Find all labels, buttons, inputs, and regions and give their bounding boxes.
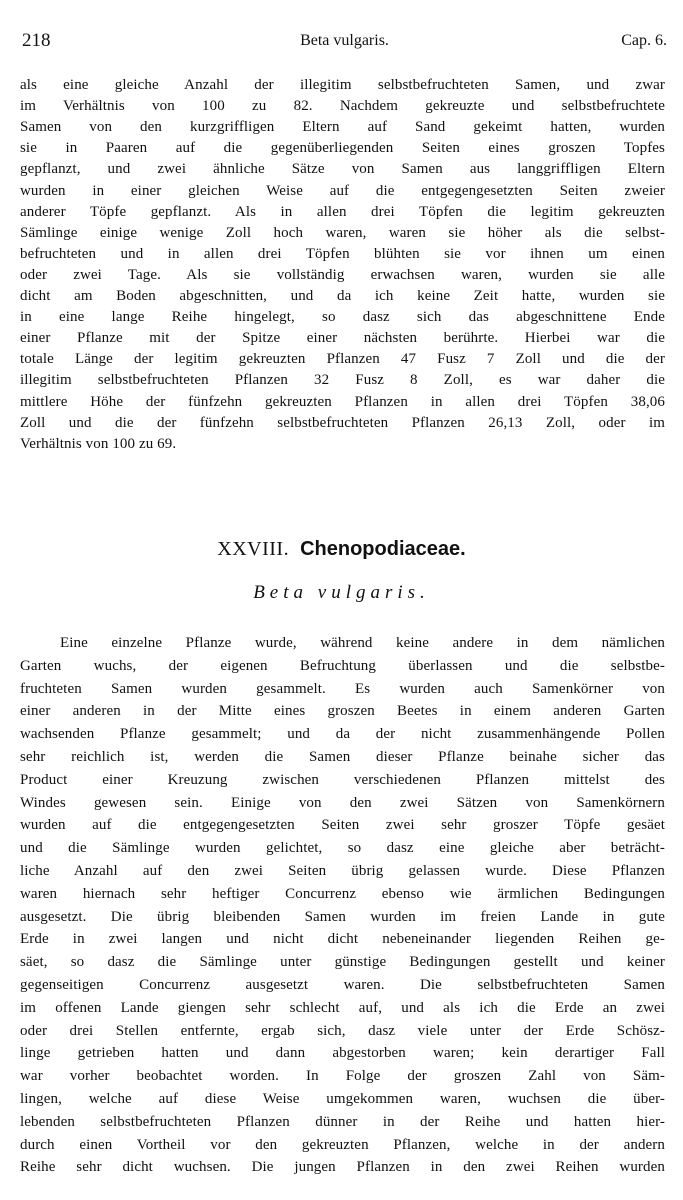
page-header (22, 30, 667, 54)
species-heading: Beta vulgaris. (253, 582, 430, 603)
text-line: als eine gleiche Anzahl der illegitim selbstbefruchteten Samen, und zwar (20, 77, 665, 93)
text-line: illegitim selbstbefruchteten Pflanzen 32 Fusz 8 Zoll, es war daher die (20, 372, 665, 389)
text-line: einer Pflanze mit der Spitze einer nächsten berührte. Hierbei war die (20, 330, 665, 347)
text-line: dicht am Boden abgeschnitten, und da ich keine Zeit hatte, wurden sie (20, 288, 665, 304)
text-line: Reihe sehr dicht wuchsen. Die jungen Pflanzen in den zwei Reihen wurden (20, 1159, 665, 1176)
text-line: Zoll und die der fünfzehn selbstbefruchteten Pflanzen 26,13 Zoll, oder im (20, 414, 665, 431)
text-line: gepflanzt, und zwei ähnliche Sätze von Samen aus langgriffligen Eltern (20, 161, 665, 178)
text-line: befruchteten und in allen drei Töpfen blühten sie vor ihnen um einen (20, 245, 665, 262)
page-number: 218 (22, 30, 51, 51)
text-line: Sämlinge einige wenige Zoll hoch waren, waren sie höher als die selbst- (20, 224, 665, 241)
chapter-label: Cap. 6. (621, 32, 667, 49)
text-line: fruchteten Samen wurden gesammelt. Es wurden auch Samenkörner von (20, 680, 665, 697)
text-line: wachsenden Pflanze gesammelt; und da der nicht zusammenhängende Pollen (20, 726, 665, 743)
text-line: gegenseitigen Concurrenz ausgesetzt waren. Die selbstbefruchteten Samen (20, 977, 665, 993)
text-line: Garten wuchs, der eigenen Befruchtung überlassen und die selbstbe- (20, 657, 665, 674)
text-line: einer anderen in der Mitte eines groszen Beetes in einem anderen Garten (20, 703, 665, 720)
text-line: in eine lange Reihe hingelegt, so dasz sich das abgeschnittene Ende (20, 309, 665, 326)
text-line: oder zwei Tage. Als sie vollständig erwachsen waren, wurden sie alle (20, 266, 665, 283)
text-line: im Verhältnis von 100 zu 82. Nachdem gekreuzte und selbstbefruchtete (20, 98, 665, 115)
text-line: Product einer Kreuzung zwischen verschiedenen Pflanzen mittelst des (20, 771, 665, 788)
text-line: im offenen Lande giengen sehr schlecht auf, und als ich die Erde an zwei (20, 999, 665, 1016)
section-name: Chenopodiaceae. (300, 538, 466, 560)
text-line: Erde in zwei langen und nicht dicht nebeneinander liegenden Reihen ge- (20, 931, 665, 948)
text-line: Samen von den kurzgriffligen Eltern auf Sand gekeimt hatten, wurden (20, 119, 665, 136)
text-line: Windes gewesen sein. Einige von den zwei Sätzen von Samenkörnern (20, 794, 665, 811)
text-line: sehr reichlich ist, werden die Samen dieser Pflanze beinahe sicher das (20, 749, 665, 765)
text-line: mittlere Höhe der fünfzehn gekreuzten Pflanzen in allen drei Töpfen 38,06 (20, 393, 665, 410)
text-line: liche Anzahl auf den zwei Seiten übrig gelassen wurde. Diese Pflanzen (20, 863, 665, 879)
text-line: lingen, welche auf diese Weise umgekommen waren, wuchsen die über- (20, 1091, 665, 1107)
text-line: Eine einzelne Pflanze wurde, während keine andere in dem nämlichen (60, 635, 665, 651)
text-line: oder drei Stellen entfernte, ergab sich, dasz viele unter der Erde Schösz- (20, 1022, 665, 1039)
running-title: Beta vulgaris. (300, 32, 389, 49)
text-line: anderer Töpfe gepflanzt. Als in allen drei Töpfen die legitim gekreuzten (20, 203, 665, 220)
text-line: totale Länge der legitim gekreuzten Pflanzen 47 Fusz 7 Zoll und die der (20, 351, 665, 368)
text-line: waren hiernach sehr heftiger Concurrenz ebenso wie ärmlichen Bedingungen (20, 885, 665, 902)
text-line: wurden in einer gleichen Weise auf die entgegengesetzten Seiten zweier (20, 182, 665, 199)
text-line: war vorher beobachtet worden. In Folge der groszen Zahl von Säm- (20, 1068, 665, 1085)
text-line: durch einen Vortheil vor den gekreuzten Pflanzen, welche in der andern (20, 1136, 665, 1153)
text-line: säet, so dasz die Sämlinge unter günstige Bedingungen gestellt und keiner (20, 954, 665, 971)
text-line: linge getrieben hatten und dann abgestorben waren; kein derartiger Fall (20, 1045, 665, 1062)
text-line: Verhältnis von 100 zu 69. (20, 435, 177, 452)
text-line: ausgesetzt. Die übrig bleibenden Samen wurden im freien Lande in gute (20, 908, 665, 925)
text-line: lebenden selbstbefruchteten Pflanzen dünner in der Reihe und hatten hier- (20, 1113, 665, 1130)
text-line: und die Sämlinge wurden gelichtet, so dasz eine gleiche aber beträcht- (20, 840, 665, 857)
section-heading (0, 538, 683, 561)
text-line: sie in Paaren auf die gegenüberliegenden Seiten eines groszen Topfes (20, 140, 665, 157)
section-number: XXVIII. (217, 538, 290, 560)
text-line: wurden auf die entgegengesetzten Seiten zwei sehr groszer Töpfe gesäet (20, 817, 665, 834)
